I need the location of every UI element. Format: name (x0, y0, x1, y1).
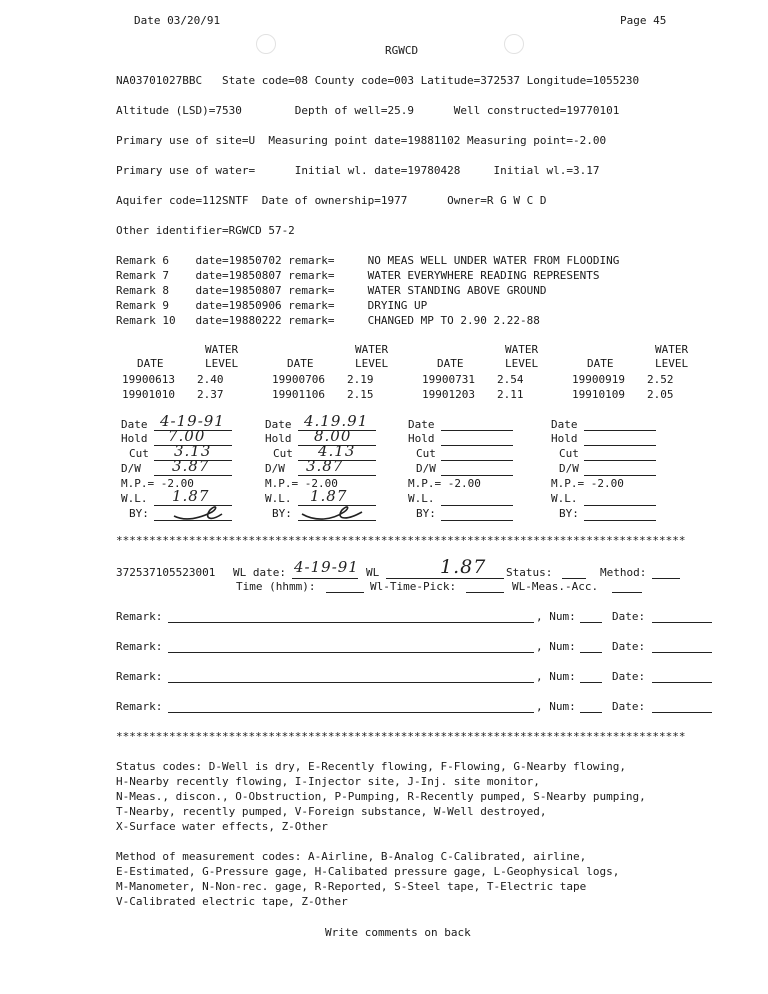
num-label: , Num: (536, 670, 576, 683)
table-cell-date: 19910109 (572, 388, 625, 401)
info-line-site-use: Primary use of site=U Measuring point date=19881102 Measuring point=-2.00 (116, 134, 607, 147)
handwritten-cut[interactable]: 3.13 (174, 442, 212, 460)
info-line-water-use: Primary use of water= Initial wl. date=19780428 Initial wl.=3.17 (116, 164, 600, 177)
table-header-level: LEVEL (355, 357, 389, 370)
num-field[interactable] (580, 682, 602, 683)
remark-label: Remark: (116, 640, 163, 653)
wl-field[interactable] (441, 505, 513, 506)
dw-field[interactable] (441, 475, 513, 476)
table-cell-date: 19900731 (422, 373, 475, 386)
num-field[interactable] (580, 652, 602, 653)
remark-field[interactable] (168, 622, 534, 623)
remark-line: Remark 9 date=19850906 remark= DRYING UP (116, 299, 428, 312)
remark-label: Remark: (116, 700, 163, 713)
time-field[interactable] (326, 592, 364, 593)
field-label-mp: M.P.= -2.00 (408, 477, 481, 490)
wl-label: WL (366, 566, 380, 579)
table-cell-level: 2.05 (647, 388, 674, 401)
field-label-dw: D/W (265, 462, 285, 475)
field-label-hold: Hold (121, 432, 148, 445)
date-label: Date: (612, 700, 646, 713)
cut-field[interactable] (584, 460, 656, 461)
remark-field[interactable] (168, 682, 534, 683)
field-label-date: Date (408, 418, 435, 431)
status-codes-line: X-Surface water effects, Z-Other (116, 820, 328, 833)
field-label-by: BY: (129, 507, 149, 520)
field-label-mp: M.P.= -2.00 (265, 477, 338, 490)
field-label-wl: W.L. (265, 492, 292, 505)
print-date: Date 03/20/91 (134, 14, 221, 27)
remark-label: Remark: (116, 610, 163, 623)
field-label-by: BY: (416, 507, 436, 520)
field-label-by: BY: (559, 507, 579, 520)
hold-field[interactable] (441, 445, 513, 446)
table-cell-date: 19901106 (272, 388, 325, 401)
info-line-station: NA03701027BBC State code=08 County code=003 Latitude=372537 Longitude=1055230 (116, 74, 640, 87)
time-label: Time (hhmm): (236, 580, 316, 593)
remark-line: Remark 10 date=19880222 remark= CHANGED MP TO 2.90 2.22-88 (116, 314, 540, 327)
table-header-water: WATER (355, 343, 389, 356)
field-label-wl: W.L. (121, 492, 148, 505)
table-cell-date: 19900613 (122, 373, 175, 386)
table-header-date: DATE (437, 357, 464, 370)
handwritten-hold[interactable]: 8.00 (314, 427, 352, 445)
info-line-aquifer: Aquifer code=112SNTF Date of ownership=1977 Owner=R G W C D (116, 194, 547, 207)
field-label-dw: D/W (416, 462, 436, 475)
document-title: RGWCD (385, 44, 419, 57)
num-label: , Num: (536, 640, 576, 653)
status-codes-line: Status codes: D-Well is dry, E-Recently flowing, F-Flowing, G-Nearby flowing, (116, 760, 626, 773)
handwritten-wl[interactable]: 1.87 (310, 487, 348, 505)
table-cell-level: 2.37 (197, 388, 224, 401)
date-field[interactable] (652, 682, 712, 683)
remark-field[interactable] (168, 712, 534, 713)
info-line-altitude: Altitude (LSD)=7530 Depth of well=25.9 Well constructed=19770101 (116, 104, 620, 117)
handwritten-date[interactable]: 4.19.91 (304, 412, 369, 430)
table-cell-level: 2.11 (497, 388, 524, 401)
handwritten-dw[interactable]: 3.87 (172, 457, 210, 475)
date-label: Date: (612, 640, 646, 653)
field-label-wl: W.L. (551, 492, 578, 505)
separator-line: ************************************************************************************** (116, 730, 686, 743)
page-number: Page 45 (620, 14, 667, 27)
table-header-date: DATE (287, 357, 314, 370)
field-label-mp: M.P.= -2.00 (551, 477, 624, 490)
handwritten-date[interactable]: 4-19-91 (160, 412, 225, 430)
meas-acc-field[interactable] (612, 592, 642, 593)
num-field[interactable] (580, 712, 602, 713)
date-label: Date: (612, 670, 646, 683)
cut-field[interactable] (441, 460, 513, 461)
num-field[interactable] (580, 622, 602, 623)
table-header-water: WATER (505, 343, 539, 356)
method-codes-line: M-Manometer, N-Non-rec. gage, R-Reported, S-Steel tape, T-Electric tape (116, 880, 587, 893)
remark-label: Remark: (116, 670, 163, 683)
field-label-cut: Cut (273, 447, 293, 460)
handwritten-hold[interactable]: 7.00 (168, 427, 206, 445)
date-field[interactable] (652, 652, 712, 653)
field-label-cut: Cut (129, 447, 149, 460)
time-pick-label: Wl-Time-Pick: (370, 580, 457, 593)
remark-line: Remark 6 date=19850702 remark= NO MEAS WELL UNDER WATER FROM FLOODING (116, 254, 620, 267)
table-cell-level: 2.54 (497, 373, 524, 386)
field-label-cut: Cut (416, 447, 436, 460)
field-label-wl: W.L. (408, 492, 435, 505)
status-codes-line: H-Nearby recently flowing, I-Injector site, J-Inj. site monitor, (116, 775, 540, 788)
table-cell-date: 19900919 (572, 373, 625, 386)
hold-field[interactable] (584, 445, 656, 446)
punch-mark (256, 34, 276, 54)
site-id: 372537105523001 (116, 566, 216, 579)
status-codes-line: T-Nearby, recently pumped, V-Foreign substance, W-Well destroyed, (116, 805, 547, 818)
method-label: Method: (600, 566, 647, 579)
remark-field[interactable] (168, 652, 534, 653)
method-field[interactable] (652, 578, 680, 579)
num-label: , Num: (536, 700, 576, 713)
table-cell-level: 2.15 (347, 388, 374, 401)
field-label-date: Date (121, 418, 148, 431)
date-field[interactable] (584, 430, 656, 431)
initials-signature (170, 500, 230, 526)
field-label-hold: Hold (551, 432, 578, 445)
date-field[interactable] (652, 712, 712, 713)
method-codes-line: V-Calibrated electric tape, Z-Other (116, 895, 348, 908)
method-codes-line: Method of measurement codes: A-Airline, B-Analog C-Calibrated, airline, (116, 850, 587, 863)
table-cell-level: 2.52 (647, 373, 674, 386)
field-label-hold: Hold (265, 432, 292, 445)
date-label: Date: (612, 610, 646, 623)
wl-date-label: WL date: (233, 566, 286, 579)
by-field[interactable] (584, 520, 656, 521)
table-header-level: LEVEL (205, 357, 239, 370)
handwritten-wl-value[interactable]: 1.87 (440, 556, 487, 578)
punch-mark (504, 34, 524, 54)
handwritten-wl[interactable]: 1.87 (172, 487, 210, 505)
field-label-cut: Cut (559, 447, 579, 460)
footer-note: Write comments on back (325, 926, 471, 939)
remark-line: Remark 8 date=19850807 remark= WATER STANDING ABOVE GROUND (116, 284, 547, 297)
table-header-level: LEVEL (505, 357, 539, 370)
separator-line: ************************************************************************************** (116, 534, 686, 547)
field-label-by: BY: (272, 507, 292, 520)
field-label-mp: M.P.= -2.00 (121, 477, 194, 490)
meas-acc-label: WL-Meas.-Acc. (512, 580, 599, 593)
date-field[interactable] (652, 622, 712, 623)
handwritten-dw[interactable]: 3.87 (306, 457, 344, 475)
handwritten-cut[interactable]: 4.13 (318, 442, 356, 460)
field-label-dw: D/W (559, 462, 579, 475)
field-label-hold: Hold (408, 432, 435, 445)
status-codes-line: N-Meas., discon., O-Obstruction, P-Pumping, R-Recently pumped, S-Nearby pumping, (116, 790, 646, 803)
status-label: Status: (506, 566, 553, 579)
table-header-date: DATE (137, 357, 164, 370)
table-cell-date: 19900706 (272, 373, 325, 386)
table-cell-date: 19901203 (422, 388, 475, 401)
dw-field[interactable] (584, 475, 656, 476)
remark-line: Remark 7 date=19850807 remark= WATER EVERYWHERE READING REPRESENTS (116, 269, 600, 282)
method-codes-line: E-Estimated, G-Pressure gage, H-Calibated pressure gage, L-Geophysical logs, (116, 865, 620, 878)
table-header-date: DATE (587, 357, 614, 370)
field-label-date: Date (265, 418, 292, 431)
wl-field[interactable] (584, 505, 656, 506)
time-pick-field[interactable] (466, 592, 504, 593)
num-label: , Num: (536, 610, 576, 623)
status-field[interactable] (562, 578, 586, 579)
field-label-date: Date (551, 418, 578, 431)
initials-signature (298, 500, 368, 526)
table-header-level: LEVEL (655, 357, 689, 370)
date-field[interactable] (441, 430, 513, 431)
table-cell-level: 2.19 (347, 373, 374, 386)
table-cell-level: 2.40 (197, 373, 224, 386)
field-label-dw: D/W (121, 462, 141, 475)
handwritten-wl-date[interactable]: 4-19-91 (294, 558, 359, 576)
table-header-water: WATER (655, 343, 689, 356)
info-line-identifier: Other identifier=RGWCD 57-2 (116, 224, 295, 237)
by-field[interactable] (441, 520, 513, 521)
table-cell-date: 19901010 (122, 388, 175, 401)
table-header-water: WATER (205, 343, 239, 356)
